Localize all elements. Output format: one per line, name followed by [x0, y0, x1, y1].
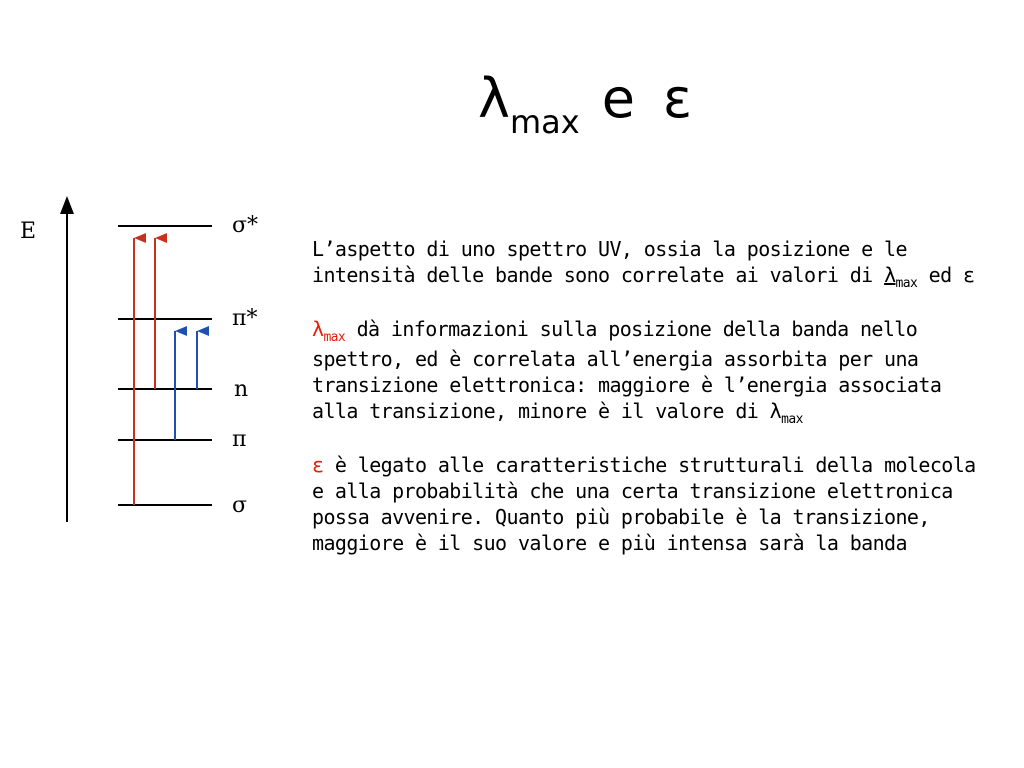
level-label-n: n	[234, 377, 249, 402]
level-label-sigma-star: σ*	[232, 213, 259, 238]
title-epsilon: ε	[662, 67, 693, 130]
paragraph-1-lambda-subscript: max	[895, 276, 918, 291]
paragraph-3-epsilon: ε	[312, 453, 324, 477]
paragraph-1-lambda: λ	[884, 263, 896, 287]
slide-title	[478, 67, 693, 141]
paragraph-uv-spectrum	[312, 236, 982, 292]
paragraph-1-lambda-max	[884, 263, 918, 291]
paragraph-2-lambda: λ	[312, 317, 324, 341]
energy-axis-arrowhead	[60, 196, 74, 214]
level-label-pi-star: π*	[232, 306, 258, 331]
body-text	[312, 236, 982, 580]
paragraph-2-text: dà informazioni sulla posizione della banda nello spettro, ed è correlata all’energia assorbita per una transizione elettronica: maggiore è l’energia associata alla transizione, minore è il valore di	[312, 317, 942, 423]
title-e: e	[601, 67, 635, 130]
paragraph-2-lambda-end-subscript: max	[781, 412, 803, 427]
paragraph-3-text: è legato alle caratteristiche strutturali della molecola e alla probabilità che una certa transizione elettronica possa avvenire. Quanto più probabile è la transizione, maggiore è il suo valore e più intensa sarà la banda	[312, 453, 976, 555]
paragraph-2-lambda-end: λ	[769, 399, 782, 423]
paragraph-1-tail: ed ε	[928, 263, 975, 287]
title-lambda: λ	[478, 67, 510, 130]
energy-axis-label: E	[20, 219, 37, 244]
paragraph-epsilon	[312, 452, 982, 556]
paragraph-1-text: L’aspetto di uno spettro UV, ossia la posizione e le intensità delle bande sono correlate ai valori di	[312, 237, 907, 287]
title-lambda-subscript: max	[509, 103, 580, 141]
paragraph-lambda-max	[312, 316, 982, 428]
paragraph-2-lambda-subscript: max	[323, 330, 346, 345]
level-label-pi: π	[232, 427, 247, 452]
level-label-sigma: σ	[232, 493, 248, 518]
energy-level-diagram	[0, 0, 300, 540]
